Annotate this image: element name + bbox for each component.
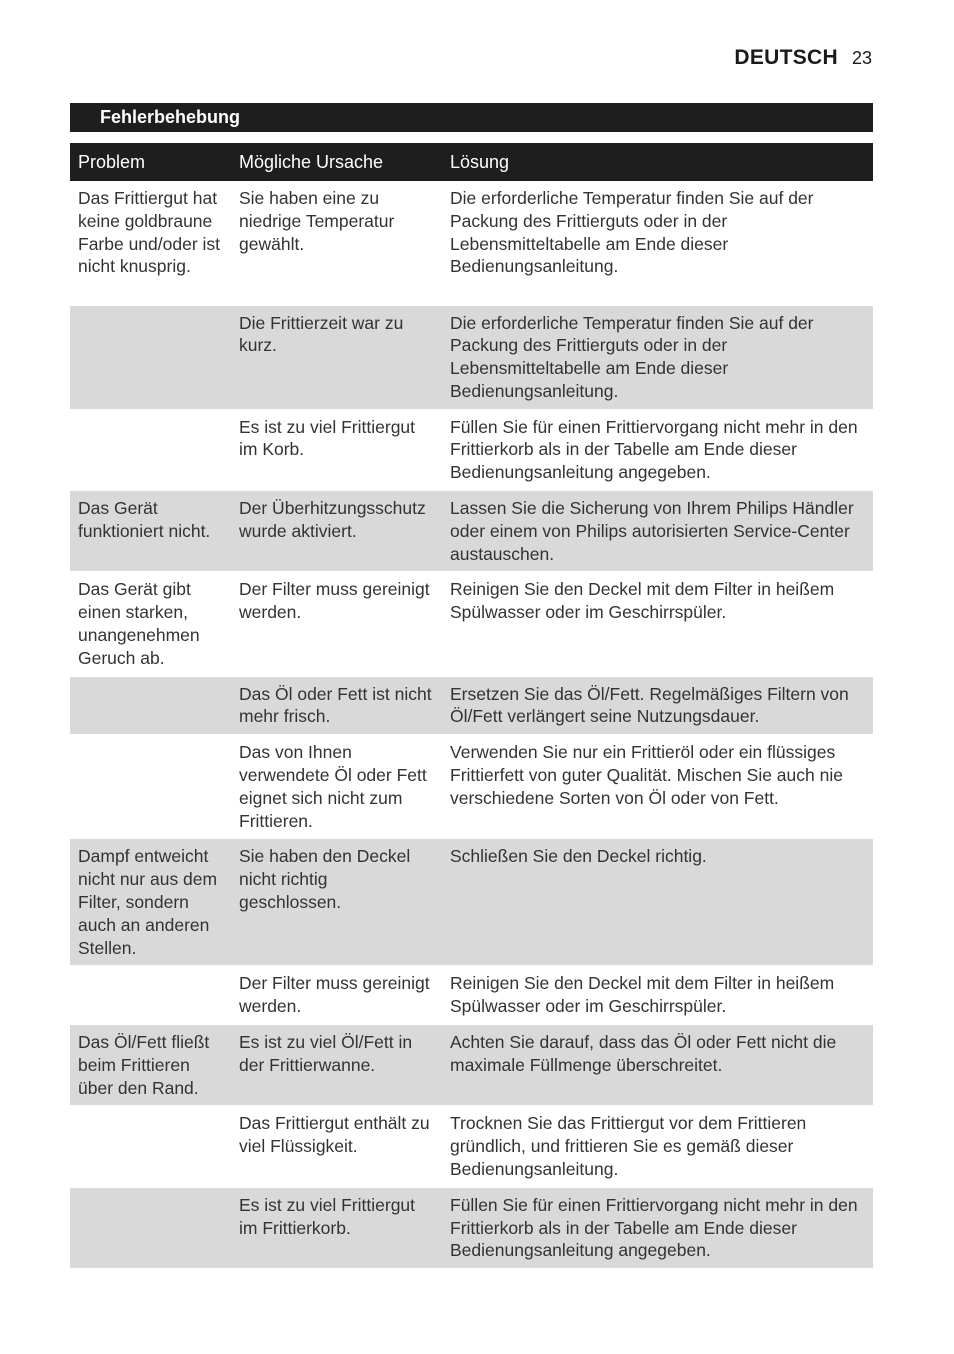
cell-problem: Das Öl/Fett fließt beim Frittieren über den Rand. — [70, 1025, 231, 1106]
cell-problem: Dampf entweicht nicht nur aus dem Filter, sondern auch an anderen Stellen. — [70, 839, 231, 966]
cell-cause: Das von Ihnen verwendete Öl oder Fett eignet sich nicht zum Frittieren. — [239, 742, 427, 831]
table-row — [70, 181, 873, 305]
table-header-row — [70, 143, 873, 181]
table-row — [70, 305, 873, 409]
cell-cause: Die Frittierzeit war zu kurz. — [231, 305, 442, 409]
language-label: DEUTSCH — [734, 46, 838, 69]
cell-solution: Füllen Sie für einen Frittiervorgang nicht mehr in den Frittierkorb als in der Tabelle am Ende dieser Bedienungsanleitung angegeben. — [450, 416, 858, 483]
cell-problem — [70, 305, 231, 409]
cell-solution: Achten Sie darauf, dass das Öl oder Fett nicht die maximale Füllmenge überschreitet. — [442, 1025, 873, 1106]
cell-problem — [70, 409, 231, 490]
cell-solution: Die erforderliche Temperatur finden Sie auf der Packung des Frittierguts oder in der Lebensmitteltabelle am Ende dieser Bedienungsanleitung. — [450, 188, 814, 277]
troubleshooting-table — [70, 143, 873, 1269]
page-number: 23 — [851, 48, 872, 68]
cell-problem: Das Gerät funktioniert nicht. — [70, 491, 231, 572]
cell-solution: Lassen Sie die Sicherung von Ihrem Philips Händler oder einem von Philips autorisierten Service-Center austauschen. — [442, 491, 873, 572]
cell-solution: Verwenden Sie nur ein Frittieröl oder ein flüssiges Frittierfett von guter Qualität. Mischen Sie auch nie verschiedene Sorten von Öl oder von Fett. — [450, 742, 843, 808]
cell-problem: Das Frittiergut hat keine goldbraune Farbe und/oder ist nicht knusprig. — [78, 188, 221, 277]
table-row — [70, 966, 873, 1025]
cell-solution: Trocknen Sie das Frittiergut vor dem Frittieren gründlich, und frittieren Sie es gemäß dieser Bedienungsanleitung. — [450, 1113, 807, 1179]
table-row — [70, 409, 873, 490]
table-row — [70, 735, 873, 839]
cell-solution: Reinigen Sie den Deckel mit dem Filter in heißem Spülwasser oder im Geschirrspüler. — [450, 579, 835, 623]
cell-problem — [70, 676, 231, 735]
cell-cause: Es ist zu viel Frittiergut im Korb. — [239, 416, 416, 460]
cell-cause: Der Filter muss gereinigt werden. — [239, 973, 430, 1017]
cell-cause: Sie haben den Deckel nicht richtig geschlossen. — [231, 839, 442, 966]
table-row — [70, 839, 873, 966]
cell-problem — [70, 735, 231, 839]
cell-cause: Der Filter muss gereinigt werden. — [239, 579, 430, 623]
section-title: Fehlerbehebung — [70, 103, 873, 132]
cell-problem — [70, 1106, 231, 1187]
cell-solution: Reinigen Sie den Deckel mit dem Filter in heißem Spülwasser oder im Geschirrspüler. — [450, 973, 835, 1017]
cell-solution: Schließen Sie den Deckel richtig. — [442, 839, 873, 966]
table-row — [70, 1187, 873, 1268]
table-row — [70, 1025, 873, 1106]
table-row — [70, 1106, 873, 1187]
column-header-problem: Problem — [70, 143, 231, 181]
table-row — [70, 572, 873, 676]
column-header-solution: Lösung — [442, 143, 873, 181]
cell-problem — [70, 966, 231, 1025]
cell-solution: Füllen Sie für einen Frittiervorgang nicht mehr in den Frittierkorb als in der Tabelle am Ende dieser Bedienungsanleitung angegeben. — [442, 1187, 873, 1268]
page-header — [734, 46, 872, 76]
table-row — [70, 491, 873, 572]
cell-cause: Das Frittiergut enthält zu viel Flüssigkeit. — [239, 1113, 430, 1157]
cell-solution: Die erforderliche Temperatur finden Sie auf der Packung des Frittierguts oder in der Lebensmitteltabelle am Ende dieser Bedienungsanleitung. — [442, 305, 873, 409]
cell-cause: Das Öl oder Fett ist nicht mehr frisch. — [231, 676, 442, 735]
cell-solution: Ersetzen Sie das Öl/Fett. Regelmäßiges Filtern von Öl/Fett verlängert seine Nutzungsdauer. — [442, 676, 873, 735]
cell-cause: Sie haben eine zu niedrige Temperatur gewählt. — [239, 188, 395, 254]
cell-cause: Der Überhitzungsschutz wurde aktiviert. — [231, 491, 442, 572]
cell-cause: Es ist zu viel Öl/Fett in der Frittierwanne. — [231, 1025, 442, 1106]
cell-problem — [70, 1187, 231, 1268]
cell-cause: Es ist zu viel Frittiergut im Frittierkorb. — [231, 1187, 442, 1268]
table-row — [70, 676, 873, 735]
cell-problem: Das Gerät gibt einen starken, unangenehmen Geruch ab. — [78, 579, 200, 668]
column-header-cause: Mögliche Ursache — [231, 143, 442, 181]
